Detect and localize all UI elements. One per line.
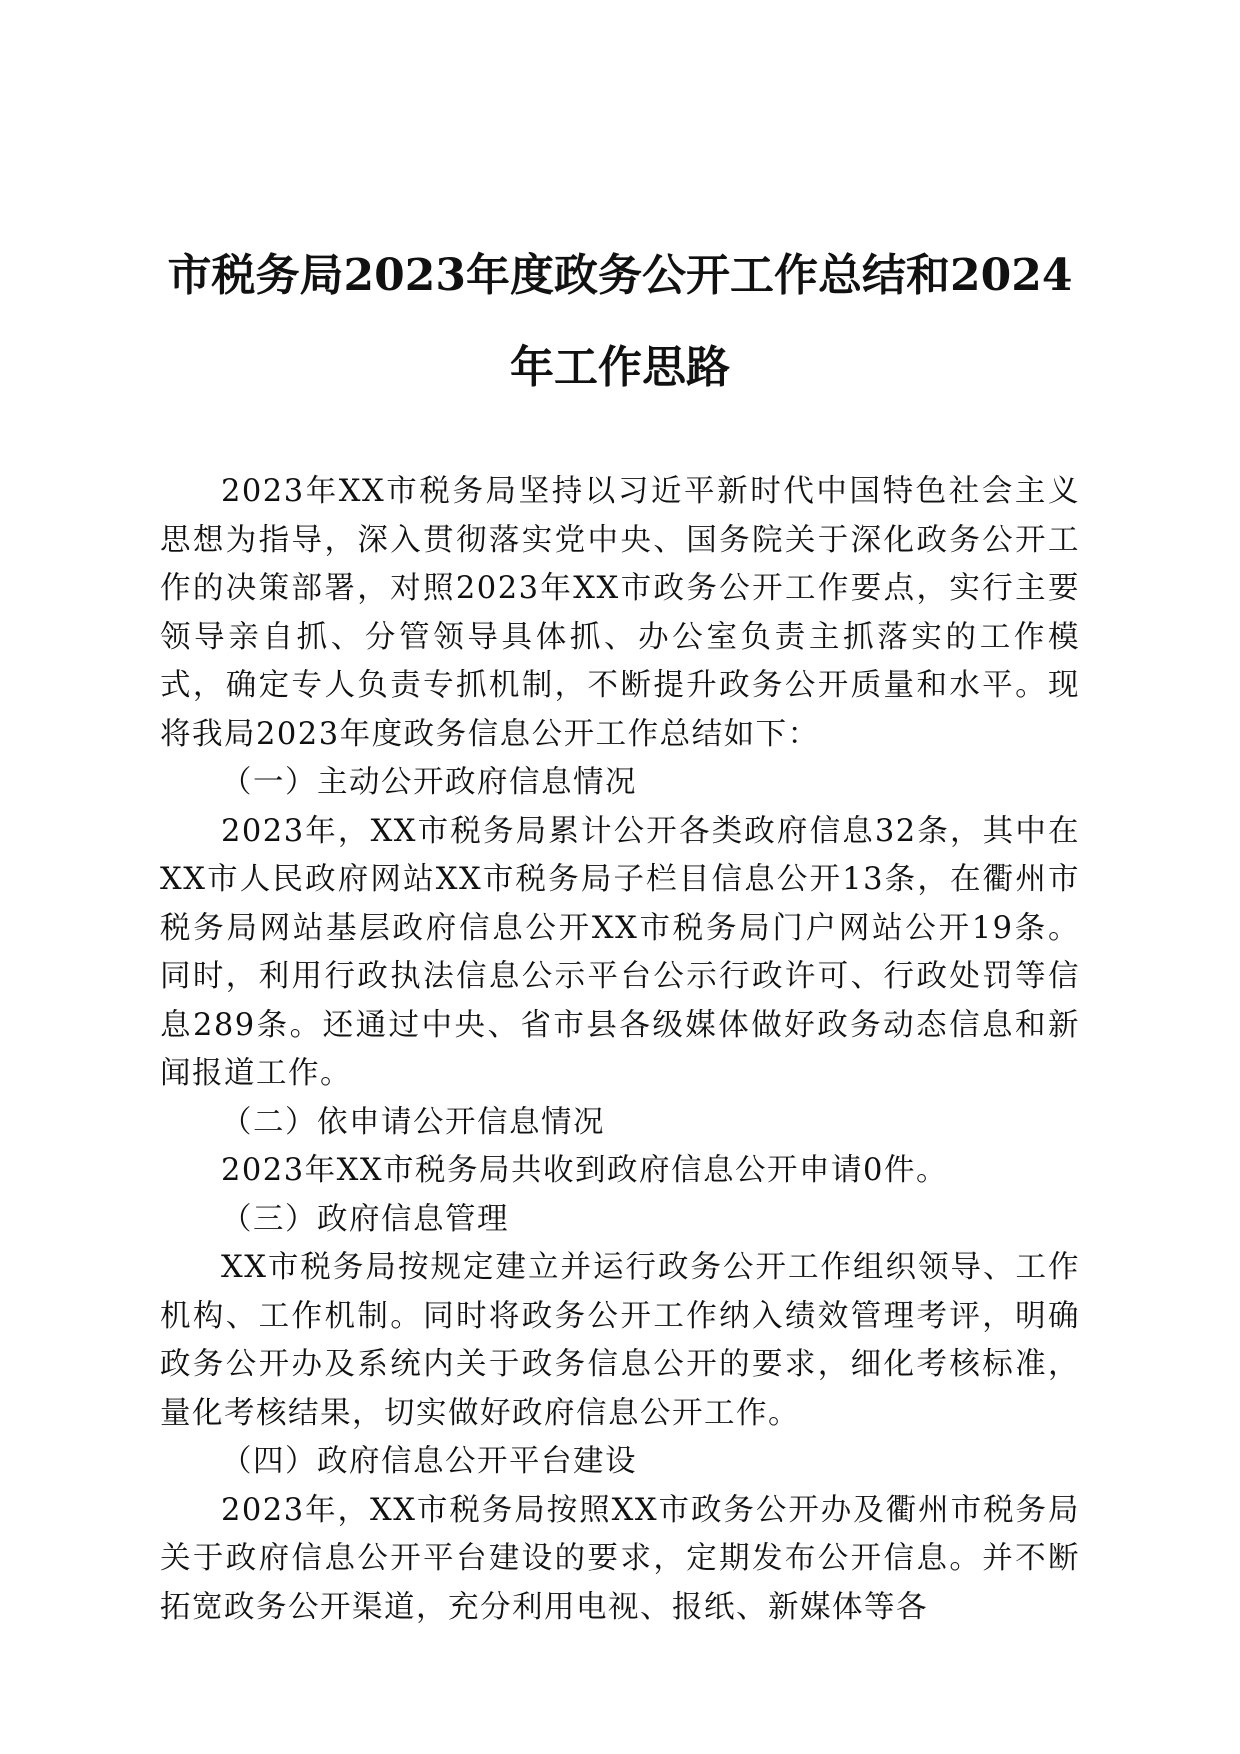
section-paragraph: 2023年，XX市税务局累计公开各类政府信息32条，其中在XX市人民政府网站XX市税务局子栏目信息公开13条，在衢州市税务局网站基层政府信息公开XX市税务局门户网站公开19条。同时，利用行政执法信息公示平台公示行政许可、行政处罚等信息289条。还通过中央、省市县各级媒体做好政务动态信息和新闻报道工作。 xyxy=(160,813,1080,1091)
section-paragraph: 2023年，XX市税务局按照XX市政务公开办及衢州市税务局关于政府信息公开平台建设的要求，定期发布公开信息。并不断拓宽政务公开渠道，充分利用电视、报纸、新媒体等各 xyxy=(160,1492,1080,1625)
intro-paragraph: 2023年XX市税务局坚持以习近平新时代中国特色社会主义思想为指导，深入贯彻落实党中央、国务院关于深化政务公开工作的决策部署，对照2023年XX市政务公开工作要点，实行主要领导亲自抓、分管领导具体抓、办公室负责主抓落实的工作模式，确定专人负责专抓机制，不断提升政务公开质量和水平。现将我局2023年度政务信息公开工作总结如下： xyxy=(160,474,1080,752)
section-heading: （一）主动公开政府信息情况 xyxy=(221,765,637,800)
title-line-2: 年工作思路 xyxy=(510,342,730,393)
section-heading: （二）依申请公开信息情况 xyxy=(221,1104,605,1140)
document-body xyxy=(160,468,1080,1632)
section-heading: （三）政府信息管理 xyxy=(221,1201,509,1237)
section-paragraph: 2023年XX市税务局共收到政府信息公开申请0件。 xyxy=(221,1153,948,1188)
document-title xyxy=(150,230,1090,414)
title-line-1: 市税务局2023年度政务公开工作总结和2024 xyxy=(167,250,1073,301)
section-paragraph: XX市税务局按规定建立并运行政务公开工作组织领导、工作机构、工作机制。同时将政务公开工作纳入绩效管理考评，明确政务公开办及系统内关于政务信息公开的要求，细化考核标准，量化考核结果，切实做好政府信息公开工作。 xyxy=(160,1250,1080,1431)
section-heading: （四）政府信息公开平台建设 xyxy=(221,1444,637,1479)
